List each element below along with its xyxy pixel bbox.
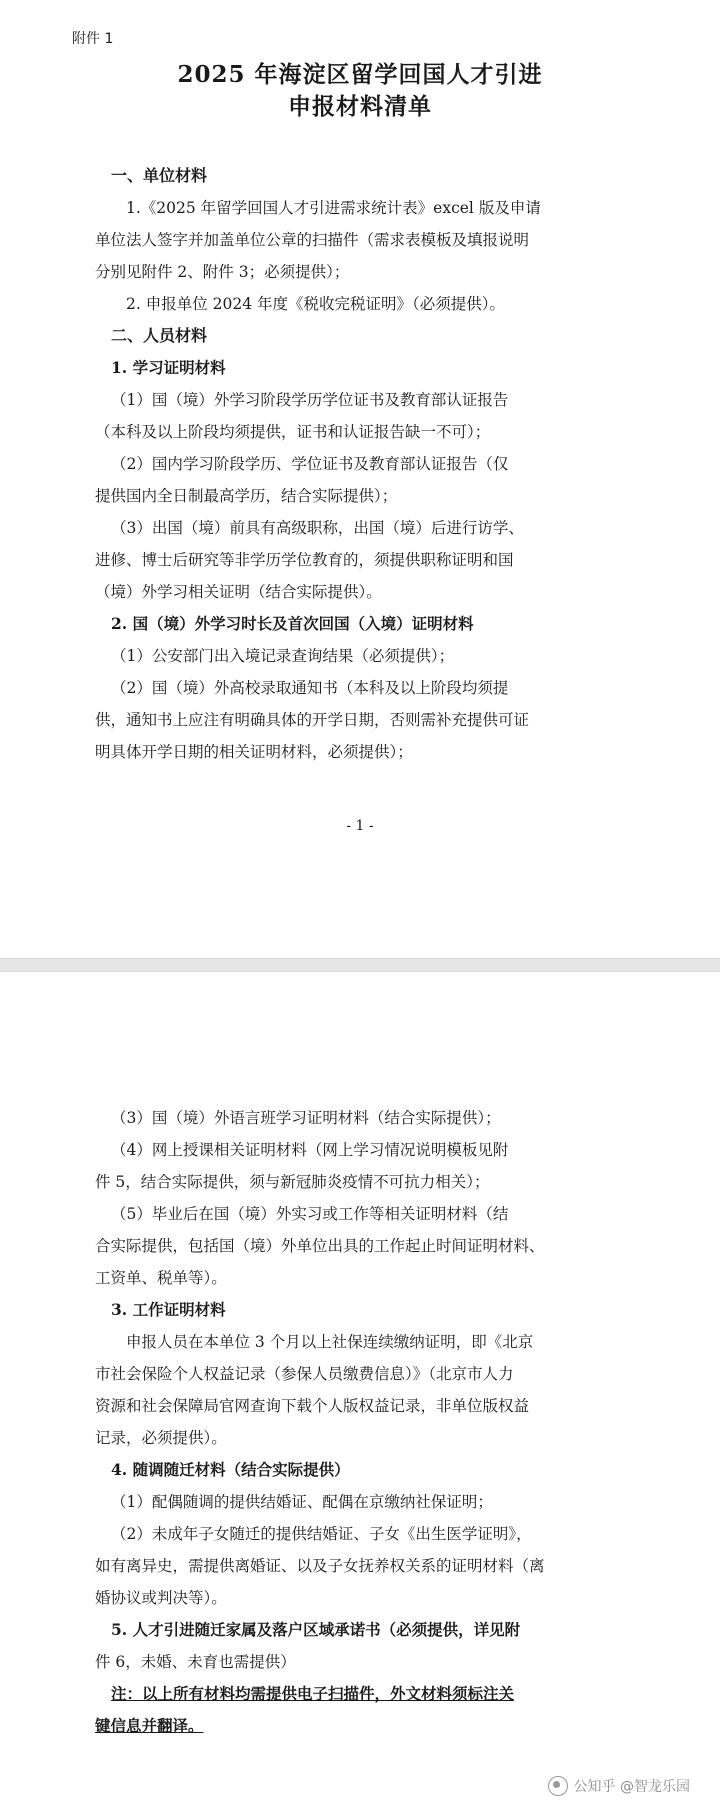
page2-line: 资源和社会保障局官网查询下载个人版权益记录，非单位版权益	[95, 1397, 530, 1415]
page-separator	[0, 958, 720, 972]
page1-line: 明具体开学日期的相关证明材料，必须提供）；	[95, 743, 413, 761]
page2-line: 件 6，未婚、未育也需提供）	[95, 1653, 296, 1671]
page1-line: （3）出国（境）前具有高级职称，出国（境）后进行访学、	[111, 519, 524, 537]
page1-line: 提供国内全日制最高学历，结合实际提供）；	[95, 487, 398, 505]
page2-line: （5）毕业后在国（境）外实习或工作等相关证明材料（结	[111, 1205, 509, 1223]
page2-line: 市社会保险个人权益记录（参保人员缴费信息）》（北京市人力	[95, 1365, 514, 1383]
page1-line: 一、单位材料	[111, 166, 208, 185]
document-subtitle: 申报材料清单	[288, 93, 432, 120]
page1-line: （2）国（境）外高校录取通知书（本科及以上阶段均须提	[111, 679, 509, 697]
page1-line: 2. 申报单位 2024 年度《税收完税证明》（必须提供）。	[126, 295, 506, 313]
page2-line: （3）国（境）外语言班学习证明材料（结合实际提供）；	[111, 1109, 501, 1127]
page1-line: 1.《2025 年留学回国人才引进需求统计表》excel 版及申请	[126, 199, 541, 217]
page1-line: 分别见附件 2、附件 3；必须提供）；	[95, 263, 350, 281]
page1-line: 2. 国（境）外学习时长及首次回国（入境）证明材料	[111, 614, 474, 633]
page1-line: （1）国（境）外学习阶段学历学位证书及教育部认证报告	[111, 391, 509, 409]
page2-line: 工资单、税单等）。	[95, 1269, 227, 1287]
page2-line: 4. 随调随迁材料（结合实际提供）	[111, 1460, 350, 1479]
page2-line: （4）网上授课相关证明材料（网上学习情况说明模板见附	[111, 1141, 509, 1159]
page1-line: （本科及以上阶段均须提供，证书和认证报告缺一不可）；	[95, 423, 491, 441]
page2-line: 键信息并翻译。	[95, 1716, 204, 1735]
page2-line: 记录，必须提供）。	[95, 1429, 227, 1447]
page2-line: 件 5，结合实际提供，须与新冠肺炎疫情不可抗力相关）；	[95, 1173, 490, 1191]
page2-line: 如有离异史，需提供离婚证、以及子女抚养权关系的证明材料（离	[95, 1557, 545, 1575]
page-number: - 1 -	[346, 818, 374, 834]
page2-line: 3. 工作证明材料	[111, 1300, 226, 1319]
page1-line: （1）公安部门出入境记录查询结果（必须提供）；	[111, 647, 455, 665]
page1-line: 供，通知书上应注有明确具体的开学日期，否则需补充提供可证	[95, 711, 530, 729]
page2-line: 婚协议或判决等）。	[95, 1589, 227, 1607]
page1-body	[95, 160, 635, 768]
page1-line: 进修、博士后研究等非学历学位教育的，须提供职称证明和国	[95, 551, 514, 569]
document-title: 2025 年海淀区留学回国人才引进	[177, 61, 543, 88]
attachment-label: 附件 1	[72, 31, 114, 47]
page2-body	[95, 1102, 635, 1742]
page2-line: （2）未成年子女随迁的提供结婚证、子女《出生医学证明》，	[111, 1525, 532, 1543]
page2-line: 合实际提供，包括国（境）外单位出具的工作起止时间证明材料、	[95, 1237, 545, 1255]
page2-line: 申报人员在本单位 3 个月以上社保连续缴纳证明，即《北京	[126, 1333, 534, 1351]
page2-line: 5. 人才引进随迁家属及落户区域承诺书（必须提供，详见附	[111, 1620, 521, 1639]
page1-line: 二、人员材料	[111, 326, 208, 345]
watermark-text: 公知乎 @智龙乐园	[573, 1779, 690, 1795]
page2-line: 注：以上所有材料均需提供电子扫描件，外文材料须标注关	[111, 1684, 515, 1703]
wechat-channel-icon	[548, 1776, 568, 1796]
page2-line: （1）配偶随调的提供结婚证、配偶在京缴纳社保证明；	[111, 1493, 493, 1511]
page1-line: （2）国内学习阶段学历、学位证书及教育部认证报告（仅	[111, 455, 509, 473]
page1-line: （境）外学习相关证明（结合实际提供）。	[95, 583, 382, 601]
page1-line: 1. 学习证明材料	[111, 358, 226, 377]
watermark	[548, 1776, 690, 1796]
page1-line: 单位法人签字并加盖单位公章的扫描件（需求表模板及填报说明	[95, 231, 530, 249]
